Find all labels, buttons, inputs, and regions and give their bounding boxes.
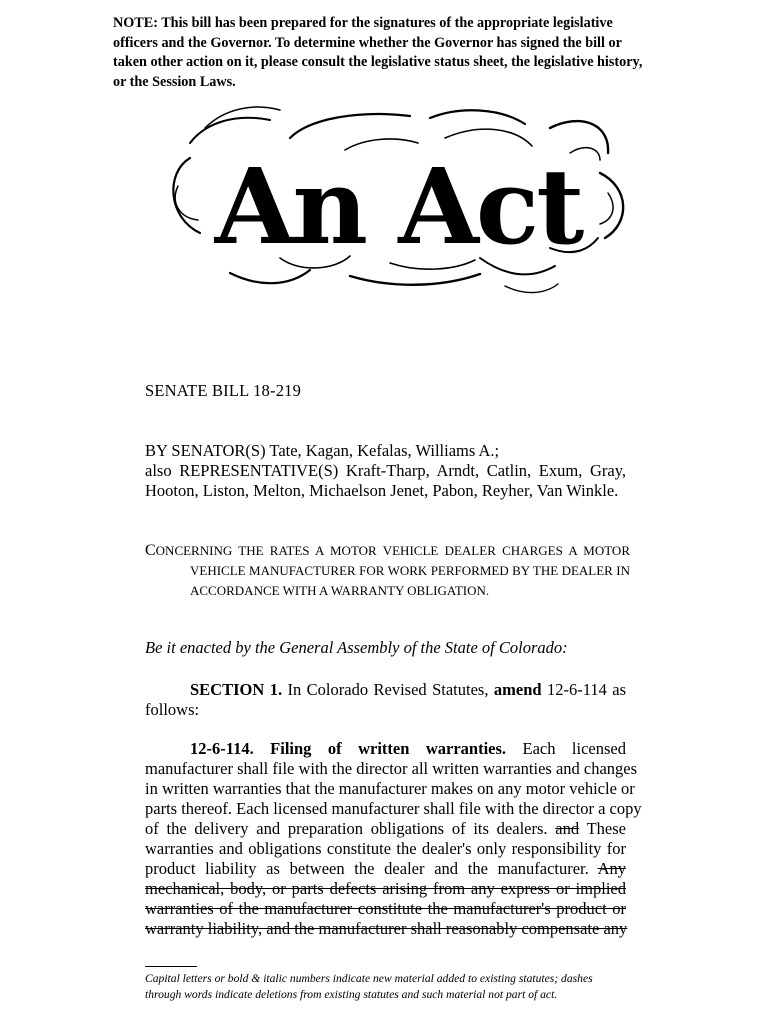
statute-title: Filing of written warranties. <box>270 739 507 758</box>
an-act-emblem-text: An Act <box>214 145 582 268</box>
footer-divider <box>145 966 197 967</box>
deleted-text: and <box>555 819 580 838</box>
signature-note: NOTE: This bill has been prepared for the signatures of the appropriate legislative officers and the Governor. To determine whether the Governor has signed the bill or taken other action on it, please consult the legislative status sheet, the legislative history, or the Session Laws. <box>113 15 643 90</box>
section-1 <box>145 680 626 720</box>
concerning-line-3: ACCORDANCE WITH A WARRANTY OBLIGATION. <box>190 583 490 598</box>
bill-number: SENATE BILL 18-219 <box>145 381 302 400</box>
deleted-text: warranties of the manufacturer constitute the manufacturer's product or <box>145 899 626 918</box>
statute-line: of the delivery and preparation obligations of its dealers. and These <box>145 819 626 838</box>
concerning-title <box>145 541 630 601</box>
house-sponsors-continued: Hooton, Liston, Melton, Michaelson Jenet, Pabon, Reyher, Van Winkle. <box>145 481 619 500</box>
statute-number: 12-6-114. <box>190 739 254 758</box>
statute-text <box>145 739 642 939</box>
footer-note <box>145 971 630 1003</box>
concerning-line-2: VEHICLE MANUFACTURER FOR WORK PERFORMED BY THE DEALER IN <box>190 563 630 578</box>
sponsors-block <box>145 441 626 501</box>
footer-line-2: through words indicate deletions from existing statutes and such material not part of act. <box>145 988 558 1001</box>
statute-line: warranties and obligations constitute the dealer's only responsibility for <box>145 839 626 858</box>
enacting-clause: Be it enacted by the General Assembly of the State of Colorado: <box>145 638 568 657</box>
deleted-text: warranty liability, and the manufacturer shall reasonably compensate any <box>145 919 628 938</box>
deleted-text: mechanical, body, or parts defects arising from any express or implied <box>145 879 626 898</box>
statute-line: in written warranties that the manufacturer makes on any motor vehicle or <box>145 779 635 798</box>
deleted-text: Any <box>597 859 627 878</box>
an-act-flourish-graphic <box>160 98 635 298</box>
statute-line: parts thereof. Each licensed manufacturer shall file with the director a copy <box>145 799 642 818</box>
concerning-line-1: CONCERNING THE RATES A MOTOR VEHICLE DEALER CHARGES A MOTOR <box>145 542 630 559</box>
statute-line: manufacturer shall file with the director all written warranties and changes <box>145 759 638 778</box>
an-act-emblem <box>160 98 635 298</box>
house-sponsors: also REPRESENTATIVE(S) Kraft-Tharp, Arndt, Catlin, Exum, Gray, <box>145 461 626 480</box>
senate-sponsors: BY SENATOR(S) Tate, Kagan, Kefalas, Williams A.; <box>145 441 500 460</box>
section-1-line-2: follows: <box>145 700 200 719</box>
section-1-line-1: SECTION 1. In Colorado Revised Statutes, amend 12-6-114 as <box>190 680 627 699</box>
statute-line: product liability as between the dealer and the manufacturer. Any <box>145 859 627 878</box>
footer-line-1: Capital letters or bold & italic numbers indicate new material added to existing statutes; dashes <box>145 972 593 985</box>
statute-heading-line: 12-6-114. Filing of written warranties. Each licensed <box>190 739 626 758</box>
